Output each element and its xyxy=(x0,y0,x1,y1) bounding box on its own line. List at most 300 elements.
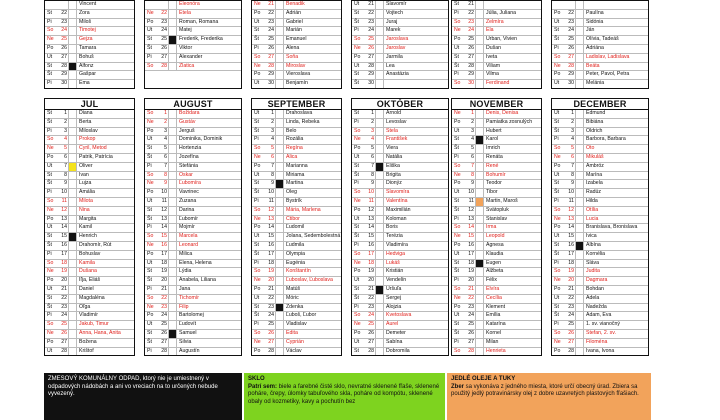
day-row xyxy=(45,207,134,216)
nameday-name: Magdaléna xyxy=(79,294,105,301)
collection-marker-empty xyxy=(168,10,177,18)
day-number: 25 xyxy=(268,321,274,328)
day-row xyxy=(552,216,648,225)
nameday-name: Vladimíra xyxy=(386,241,408,248)
day-abbrev: Ut xyxy=(147,27,153,34)
day-abbrev: So xyxy=(454,80,461,87)
day-number: 6 xyxy=(271,153,274,160)
day-row xyxy=(452,251,541,260)
collection-marker-empty xyxy=(575,27,584,35)
nameday-name: Lýdia xyxy=(179,268,192,275)
collection-marker-empty xyxy=(275,54,284,62)
nameday-name: Ľudomil xyxy=(286,224,305,231)
collection-marker-empty xyxy=(375,295,384,303)
day-abbrev: St xyxy=(454,321,459,328)
collection-marker-empty xyxy=(275,80,284,88)
day-number: 12 xyxy=(61,206,67,213)
day-abbrev: Ne xyxy=(47,329,54,336)
day-number: 12 xyxy=(568,206,574,213)
day-abbrev: Pi xyxy=(454,338,459,345)
day-row xyxy=(552,154,648,163)
day-number: 17 xyxy=(268,250,274,257)
day-abbrev: Pi xyxy=(354,118,359,125)
day-abbrev: Pi xyxy=(147,224,152,231)
nameday-name: Vendelín xyxy=(386,277,407,284)
day-abbrev: So xyxy=(554,53,561,60)
nameday-name: Frederik, Frederika xyxy=(179,36,223,43)
day-row xyxy=(452,321,541,330)
day-number: 22 xyxy=(468,9,474,16)
collection-marker-empty xyxy=(275,154,284,162)
day-row xyxy=(352,63,448,72)
nameday-name: Cecília xyxy=(486,294,502,301)
nameday-name: Margita xyxy=(79,215,97,222)
day-abbrev: So xyxy=(147,62,154,69)
day-number: 25 xyxy=(568,36,574,43)
day-number: 19 xyxy=(468,268,474,275)
collection-marker-empty xyxy=(375,348,384,356)
day-row xyxy=(45,128,134,137)
nameday-name: Dominika, Dominik xyxy=(179,136,223,143)
day-row xyxy=(452,198,541,207)
collection-marker-empty xyxy=(275,145,284,153)
day-row xyxy=(145,128,241,137)
collection-marker-empty xyxy=(68,80,77,88)
day-number: 26 xyxy=(268,44,274,51)
day-abbrev: Št xyxy=(147,338,152,345)
day-row xyxy=(552,63,648,72)
collection-marker-empty xyxy=(68,260,77,268)
day-abbrev: So xyxy=(254,145,261,152)
nameday-name: Tamara xyxy=(79,44,97,51)
day-row xyxy=(352,45,448,54)
day-number: 15 xyxy=(161,233,167,240)
day-number: 10 xyxy=(568,189,574,196)
day-row xyxy=(145,27,241,36)
nameday-name: Oskar xyxy=(179,171,193,178)
collection-marker-empty xyxy=(475,216,484,224)
collection-marker-empty xyxy=(168,216,177,224)
month-title: OKTÓBER xyxy=(352,99,448,110)
collection-marker-empty xyxy=(575,268,584,276)
day-number: 19 xyxy=(368,268,374,275)
day-row xyxy=(452,63,541,72)
nameday-name: Alfonz xyxy=(79,62,94,69)
collection-marker-black xyxy=(168,36,177,44)
day-number: 1 xyxy=(371,110,374,116)
collection-marker-empty xyxy=(68,304,77,312)
day-number: 22 xyxy=(61,9,67,16)
day-number: 14 xyxy=(268,224,274,231)
day-abbrev: Pi xyxy=(147,285,152,292)
day-number: 5 xyxy=(471,145,474,152)
day-number: 6 xyxy=(164,153,167,160)
collection-marker-empty xyxy=(475,10,484,18)
day-abbrev: Ne xyxy=(454,27,461,34)
day-row xyxy=(45,163,134,172)
day-row xyxy=(352,277,448,286)
nameday-name: Zdenka xyxy=(286,303,304,310)
day-abbrev: St xyxy=(147,206,152,213)
nameday-name: Olívia, Tadeáš xyxy=(586,36,619,43)
day-row xyxy=(252,348,341,356)
day-number: 28 xyxy=(568,62,574,69)
nameday-name: Samuel xyxy=(179,329,197,336)
nameday-name: Aurel xyxy=(386,321,399,328)
day-row xyxy=(352,71,448,80)
day-abbrev: Št xyxy=(454,268,459,275)
day-number: 16 xyxy=(161,241,167,248)
day-row xyxy=(452,268,541,277)
collection-marker-empty xyxy=(68,119,77,127)
day-number: 12 xyxy=(368,206,374,213)
day-abbrev: Št xyxy=(47,241,52,248)
collection-marker-empty xyxy=(575,198,584,206)
nameday-name: Gustáv xyxy=(179,118,196,125)
collection-marker-empty xyxy=(375,136,384,144)
day-row xyxy=(145,180,241,189)
nameday-name: Sláva xyxy=(586,259,599,266)
nameday-name: Nadežda xyxy=(586,303,607,310)
day-number: 4 xyxy=(571,136,574,143)
day-number: 13 xyxy=(161,215,167,222)
day-abbrev: Ut xyxy=(147,136,153,143)
nameday-name: Mojmír xyxy=(179,224,195,231)
nameday-name: Ľubomír xyxy=(179,215,199,222)
nameday-name: Emanuel xyxy=(286,36,307,43)
day-row xyxy=(145,45,241,54)
day-abbrev: Pi xyxy=(554,321,559,328)
nameday-name: Natália xyxy=(386,153,403,160)
collection-marker-empty xyxy=(475,119,484,127)
collection-marker-empty xyxy=(275,189,284,197)
day-number: 30 xyxy=(268,80,274,87)
nameday-name: Dobromila xyxy=(386,347,410,354)
nameday-name: Ľuboslav, Ľuboslava xyxy=(286,277,333,284)
day-row xyxy=(145,304,241,313)
day-row xyxy=(552,128,648,137)
day-row xyxy=(45,80,134,89)
day-abbrev: Po xyxy=(254,347,261,354)
collection-marker-empty xyxy=(275,268,284,276)
day-row xyxy=(45,19,134,28)
day-abbrev: Pi xyxy=(354,27,359,34)
collection-marker-empty xyxy=(375,71,384,79)
collection-marker-empty xyxy=(375,339,384,347)
day-abbrev: Ne xyxy=(354,136,361,143)
collection-marker-empty xyxy=(475,172,484,180)
day-abbrev: Št xyxy=(147,153,152,160)
day-number: 21 xyxy=(568,285,574,292)
day-number: 23 xyxy=(468,18,474,25)
nameday-name: Alojzia xyxy=(386,303,402,310)
collection-marker-empty xyxy=(168,348,177,356)
day-abbrev: Št xyxy=(254,312,259,319)
day-abbrev: Ne xyxy=(47,206,54,213)
day-abbrev: Ne xyxy=(147,9,154,16)
day-row xyxy=(352,321,448,330)
day-row xyxy=(352,286,448,295)
collection-marker-empty xyxy=(68,36,77,44)
day-abbrev: Ne xyxy=(454,294,461,301)
nameday-name: Marián xyxy=(286,27,302,34)
day-row xyxy=(252,330,341,339)
collection-marker-empty xyxy=(275,339,284,347)
nameday-name: Oto xyxy=(586,145,595,152)
collection-marker-empty xyxy=(575,10,584,18)
day-row xyxy=(252,145,341,154)
day-row xyxy=(252,304,341,313)
day-number: 17 xyxy=(568,250,574,257)
day-number: 13 xyxy=(61,215,67,222)
day-row xyxy=(452,163,541,172)
collection-marker-empty xyxy=(168,189,177,197)
collection-marker-yellow xyxy=(68,163,77,171)
nameday-name: Ivana, Ivona xyxy=(586,347,615,354)
collection-marker-empty xyxy=(68,207,77,215)
day-row xyxy=(552,277,648,286)
day-number: 23 xyxy=(161,18,167,25)
day-abbrev: Po xyxy=(354,206,361,213)
collection-marker-empty xyxy=(168,339,177,347)
day-number: 17 xyxy=(368,250,374,257)
day-number: 23 xyxy=(368,303,374,310)
collection-marker-empty xyxy=(575,312,584,320)
nameday-name: Hedviga xyxy=(386,250,406,257)
day-abbrev: Po xyxy=(254,285,261,292)
day-number: 10 xyxy=(161,189,167,196)
nameday-name: Valentína xyxy=(386,197,408,204)
day-number xyxy=(159,1,168,9)
day-row xyxy=(252,224,341,233)
collection-marker-empty xyxy=(375,27,384,35)
collection-marker-empty xyxy=(575,295,584,303)
collection-marker-empty xyxy=(68,224,77,232)
day-row xyxy=(45,312,134,321)
nameday-name: Milan xyxy=(486,338,499,345)
day-abbrev: Ut xyxy=(354,1,360,7)
nameday-name: Konštantín xyxy=(286,268,311,275)
collection-marker-empty xyxy=(375,128,384,136)
nameday-name: Slavomíra xyxy=(386,189,410,196)
collection-marker-empty xyxy=(168,251,177,259)
day-number: 20 xyxy=(61,277,67,284)
day-number: 18 xyxy=(161,259,167,266)
day-row xyxy=(552,304,648,313)
day-row xyxy=(352,136,448,145)
collection-marker-black xyxy=(375,163,384,171)
day-row xyxy=(252,154,341,163)
day-number: 22 xyxy=(468,294,474,301)
collection-marker-black xyxy=(275,180,284,188)
month-block-partial-6 xyxy=(551,0,649,89)
day-row xyxy=(352,304,448,313)
day-number: 8 xyxy=(471,171,474,178)
collection-marker-empty xyxy=(475,277,484,285)
day-abbrev: Ut xyxy=(554,233,560,240)
nameday-name: Eleonóra xyxy=(179,1,200,7)
nameday-name xyxy=(584,1,648,9)
collection-marker-empty xyxy=(575,286,584,294)
day-row xyxy=(352,216,448,225)
day-row xyxy=(252,277,341,286)
collection-marker-empty xyxy=(575,136,584,144)
day-abbrev: Št xyxy=(454,62,459,69)
day-number: 28 xyxy=(568,347,574,354)
day-number: 2 xyxy=(64,118,67,125)
day-abbrev: So xyxy=(454,162,461,169)
collection-marker-empty xyxy=(575,180,584,188)
day-row xyxy=(45,1,134,10)
nameday-name: František xyxy=(386,136,408,143)
day-number: 22 xyxy=(161,9,167,16)
day-abbrev: Št xyxy=(147,277,152,284)
day-abbrev: So xyxy=(354,189,361,196)
day-abbrev: St xyxy=(554,303,559,310)
day-number: 24 xyxy=(61,27,67,34)
collection-marker-empty xyxy=(575,71,584,79)
nameday-name: Ľubomíra xyxy=(179,180,201,187)
day-abbrev: Pi xyxy=(147,347,152,354)
day-abbrev: Po xyxy=(47,44,54,51)
day-number: 26 xyxy=(568,329,574,336)
day-abbrev: Št xyxy=(554,250,559,257)
day-abbrev: Ut xyxy=(454,250,460,257)
day-abbrev: Ut xyxy=(254,294,260,301)
nameday-name: Judita xyxy=(586,268,600,275)
day-row xyxy=(45,172,134,181)
day-abbrev: St xyxy=(354,9,359,16)
nameday-name: Hilda xyxy=(586,197,598,204)
day-row xyxy=(145,154,241,163)
month-title: NOVEMBER xyxy=(452,99,541,110)
day-row xyxy=(145,348,241,356)
day-row xyxy=(552,36,648,45)
collection-marker-black xyxy=(575,242,584,250)
nameday-name: Vieroslava xyxy=(286,71,311,78)
legend-sklo-title: SKLO xyxy=(248,376,265,382)
day-abbrev: St xyxy=(554,118,559,125)
day-number: 16 xyxy=(568,241,574,248)
day-number: 13 xyxy=(368,215,374,222)
collection-marker-empty xyxy=(375,312,384,320)
collection-marker-empty xyxy=(275,27,284,35)
collection-marker-empty xyxy=(475,348,484,356)
day-row xyxy=(552,260,648,269)
collection-marker-empty xyxy=(575,128,584,136)
day-number: 27 xyxy=(368,53,374,60)
collection-marker-empty xyxy=(275,71,284,79)
month-block-partial-4 xyxy=(351,0,449,89)
day-number: 9 xyxy=(271,180,274,187)
day-number: 23 xyxy=(268,303,274,310)
day-number: 20 xyxy=(268,277,274,284)
nameday-name: Melánia xyxy=(586,80,605,87)
collection-marker-empty xyxy=(275,251,284,259)
day-abbrev: Po xyxy=(147,250,154,257)
nameday-name: Slavomír xyxy=(386,1,407,7)
day-row xyxy=(45,154,134,163)
legend-oleje-text: sa vykonáva z jedného miesta, ktoré určí obecný úrad. Zbiera sa použitý jedlý potravinársky olej z dobre uzavretých plastových fľašiach. xyxy=(451,383,639,397)
day-number: 22 xyxy=(161,294,167,301)
day-number: 26 xyxy=(468,44,474,51)
nameday-name: Terézia xyxy=(386,233,403,240)
day-number: 20 xyxy=(468,277,474,284)
day-number: 2 xyxy=(571,118,574,125)
collection-marker-empty xyxy=(375,216,384,224)
day-number: 17 xyxy=(61,250,67,257)
collection-marker-empty xyxy=(475,63,484,71)
day-abbrev: So xyxy=(554,329,561,336)
day-number: 5 xyxy=(371,145,374,152)
collection-marker-empty xyxy=(68,286,77,294)
day-abbrev: St xyxy=(354,347,359,354)
day-row xyxy=(45,71,134,80)
collection-marker-empty xyxy=(68,251,77,259)
day-abbrev: Pi xyxy=(554,197,559,204)
day-abbrev: Št xyxy=(47,303,52,310)
nameday-name: Cyprián xyxy=(286,338,304,345)
collection-marker-empty xyxy=(275,110,284,118)
month-title: JUL xyxy=(45,99,134,110)
collection-marker-empty xyxy=(575,330,584,338)
collection-marker-empty xyxy=(575,251,584,259)
nameday-name: Soňa xyxy=(286,53,299,60)
day-number: 4 xyxy=(371,136,374,143)
day-row xyxy=(252,63,341,72)
day-row xyxy=(45,198,134,207)
collection-marker-empty xyxy=(575,339,584,347)
nameday-name: Bohuš xyxy=(79,53,94,60)
day-number: 5 xyxy=(164,145,167,152)
day-row xyxy=(552,224,648,233)
day-number: 27 xyxy=(268,53,274,60)
day-abbrev: Št xyxy=(354,18,359,25)
day-abbrev: Ut xyxy=(47,347,53,354)
day-row xyxy=(552,242,648,251)
day-row xyxy=(352,163,448,172)
day-abbrev: Ut xyxy=(354,277,360,284)
collection-marker-empty xyxy=(575,19,584,27)
day-number: 18 xyxy=(568,259,574,266)
collection-marker-empty xyxy=(475,242,484,250)
day-row xyxy=(352,19,448,28)
day-row xyxy=(452,27,541,36)
day-row xyxy=(145,242,241,251)
day-abbrev: Po xyxy=(454,303,461,310)
nameday-name: Dagmara xyxy=(586,277,608,284)
day-abbrev: Ut xyxy=(254,233,260,240)
collection-marker-empty xyxy=(375,304,384,312)
day-abbrev: Ne xyxy=(354,44,361,51)
collection-marker-empty xyxy=(575,260,584,268)
day-number: 10 xyxy=(268,189,274,196)
collection-marker-empty xyxy=(575,216,584,224)
day-abbrev: Po xyxy=(354,268,361,275)
day-number: 16 xyxy=(61,241,67,248)
day-abbrev: Ne xyxy=(554,277,561,284)
day-abbrev: Po xyxy=(147,189,154,196)
day-row xyxy=(252,10,341,19)
collection-marker-empty xyxy=(275,119,284,127)
day-abbrev: Št xyxy=(454,206,459,213)
nameday-name: Lucia xyxy=(586,215,599,222)
day-number: 23 xyxy=(61,303,67,310)
day-number: 21 xyxy=(368,1,374,7)
day-abbrev: Pi xyxy=(47,312,52,319)
day-row xyxy=(45,260,134,269)
day-row xyxy=(145,251,241,260)
